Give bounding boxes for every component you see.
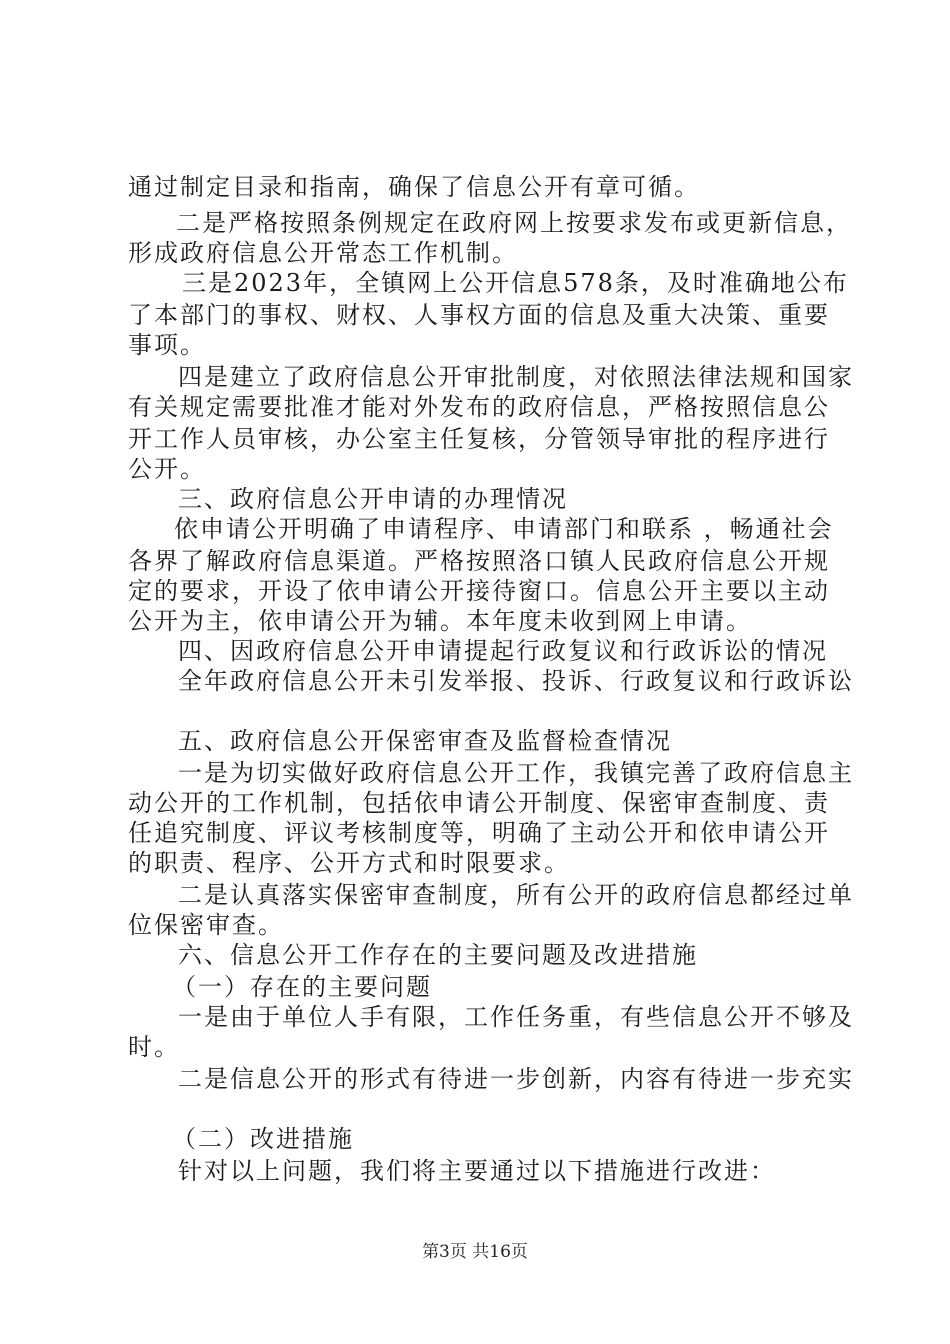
text-line: 针对以上问题，我们将主要通过以下措施进行改进： [178, 1157, 776, 1185]
section-heading: 三、政府信息公开申请的办理情况 [178, 485, 568, 513]
text-line: 二是认真落实保密审查制度，所有公开的政府信息都经过单 [178, 881, 854, 909]
text-line: 动公开的工作机制，包括依申请公开制度、保密审查制度、责 [128, 789, 830, 817]
text-line: 二是信息公开的形式有待进一步创新，内容有待进一步充实 [178, 1065, 854, 1093]
subsection-heading: （二）改进措施 [172, 1125, 354, 1153]
text-line: 形成政府信息公开常态工作机制。 [128, 239, 518, 267]
text-line: 一是由于单位人手有限，工作任务重，有些信息公开不够及 [178, 1003, 854, 1031]
text-line: 公开为主，依申请公开为辅。本年度未收到网上申请。 [128, 607, 752, 635]
text-line: 的职责、程序、公开方式和时限要求。 [128, 849, 570, 877]
text-line: 开工作人员审核，办公室主任复核，分管领导审批的程序进行 [128, 425, 830, 453]
text-line: 有关规定需要批准才能对外发布的政府信息，严格按照信息公 [128, 393, 830, 421]
text-line: 定的要求，开设了依申请公开接待窗口。信息公开主要以主动 [128, 577, 830, 605]
text-line: 位保密审查。 [128, 911, 284, 939]
section-heading: 四、因政府信息公开申请提起行政复议和行政诉讼的情况 [178, 637, 828, 665]
text-line: 二是严格按照条例规定在政府网上按要求发布或更新信息， [176, 209, 852, 237]
text-line: 三是2023年，全镇网上公开信息578条，及时准确地公布 [182, 269, 849, 297]
text-line: 公开。 [128, 455, 206, 483]
text-line: 各界了解政府信息渠道。严格按照洛口镇人民政府信息公开规 [128, 547, 830, 575]
section-heading: 六、信息公开工作存在的主要问题及改进措施 [178, 941, 698, 969]
section-heading: 五、政府信息公开保密审查及监督检查情况 [178, 727, 672, 755]
text-line: 依申请公开明确了申请程序、申请部门和联系 ，畅通社会 [174, 515, 834, 543]
text-line: 一是为切实做好政府信息公开工作，我镇完善了政府信息主 [178, 759, 854, 787]
page-number-footer: 第3页 共16页 [422, 1242, 528, 1262]
text-line: 全年政府信息公开未引发举报、投诉、行政复议和行政诉讼 [178, 667, 854, 695]
text-line: 了本部门的事权、财权、人事权方面的信息及重大决策、重要 [128, 301, 830, 329]
subsection-heading: （一）存在的主要问题 [172, 973, 432, 1001]
text-line: 事项。 [128, 331, 206, 359]
text-line: 时。 [128, 1033, 180, 1061]
text-line: 任追究制度、评议考核制度等，明确了主动公开和依申请公开 [128, 819, 830, 847]
text-line: 通过制定目录和指南，确保了信息公开有章可循。 [128, 173, 700, 201]
text-line: 四是建立了政府信息公开审批制度，对依照法律法规和国家 [178, 363, 854, 391]
